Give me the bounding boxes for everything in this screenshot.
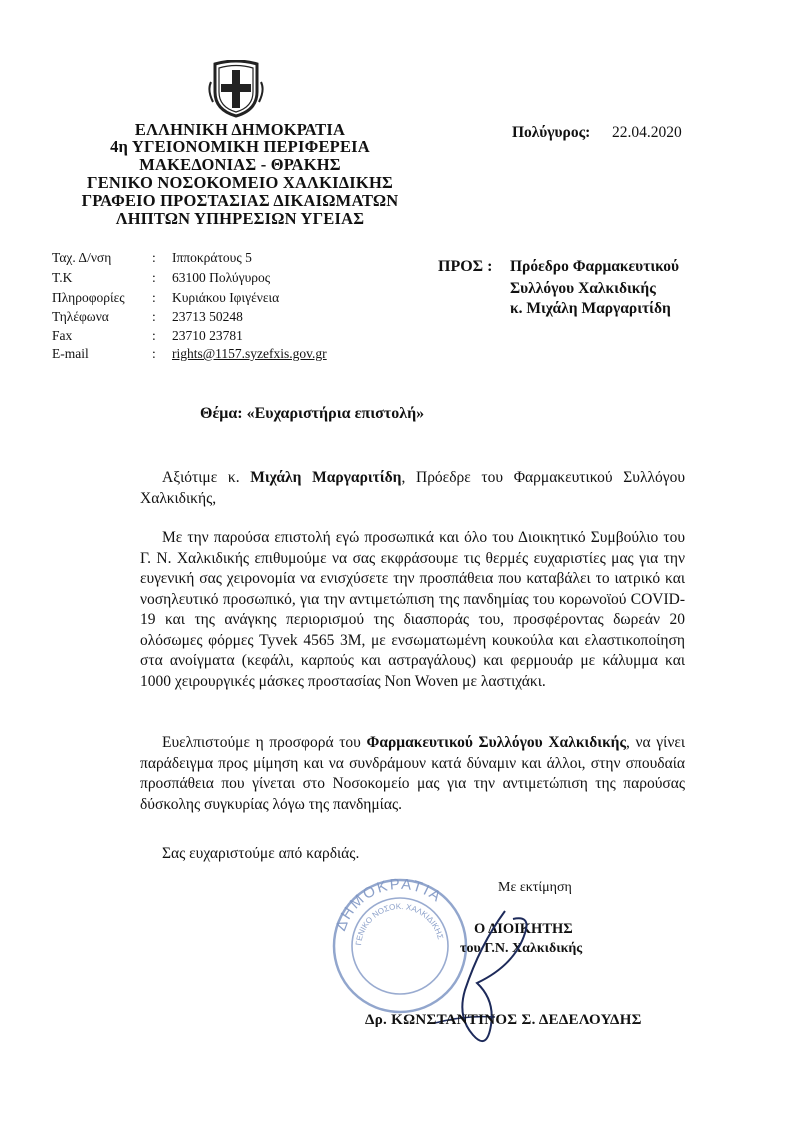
header-line-area: ΜΑΚΕΔΟΝΙΑΣ - ΘΡΑΚΗΣ [139,155,341,174]
subject: Θέμα: «Ευχαριστήρια επιστολή» [200,405,425,422]
contact-label: Fax [52,328,73,343]
contact-label: E-mail [52,346,89,361]
email-link[interactable]: rights@1157.syzefxis.gov.gr [172,346,327,361]
greeting-name: Μιχάλη Μαργαριτίδη [250,469,402,486]
contact-colon: : [152,250,156,265]
signer-organization: του Γ.Ν. Χαλκιδικής [460,941,583,956]
contact-colon: : [152,346,156,361]
paragraph-1: Με την παρούσα επιστολή εγώ προσωπικά και όλο του Διοικητικό Συμβούλιο του Γ. Ν. Χαλκιδικής επιθυμούμε να σας εκφράσουμε τις θερμές ευχαριστίες μας για την ευγενική σας χειρονομία να ενισχύσετε την προσπάθεια που καταβάλει το ιατρικό και νοσηλευτικό προσωπικό, για την αντιμετώπιση της πανδημίας του κορωνοϊού COVID-19 και της ανάγκης περιορισμού της διασποράς του, προσφέροντας δωρεάν 20 ολόσωμες φόρμες Tyvek 4565 3M, με ενσωματωμένη κουκούλα και ελαστικοποίηση στα ανοίγματα (κεφάλι, καρπούς και αστραγάλους) και φερμουάρ με κάλυμμα και 1000 χειρουργικές μάσκες προστασίας Non Woven με λαστιχάκι. [140,529,685,690]
paragraph-2-bold: Φαρμακευτικού Συλλόγου Χαλκιδικής [366,734,627,751]
stamp-inner-text: ΓΕΝΙΚΟ ΝΟΣΟΚ. ΧΑΛΚΙΔΙΚΗΣ [354,901,445,946]
thanks-line: Σας ευχαριστούμε από καρδιάς. [162,845,360,862]
header-line-office-cont: ΛΗΠΤΩΝ ΥΠΗΡΕΣΙΩΝ ΥΓΕΙΑΣ [115,209,365,228]
recipient-label: ΠΡΟΣ : [438,258,493,275]
contact-value: 23710 23781 [172,328,243,343]
recipient-line-3: κ. Μιχάλη Μαργαριτίδη [510,300,671,317]
contact-value: Κυριάκου Ιφιγένεια [172,290,280,305]
contact-colon: : [152,309,156,324]
contact-label: Πληροφορίες [52,290,125,305]
signer-name: Δρ. ΚΩΝΣΤΑΝΤΙΝΟΣ Σ. ΔΕΔΕΛΟΥΔΗΣ [365,1012,642,1028]
contact-value: 23713 50248 [172,309,243,324]
place-label: Πολύγυρος: [512,124,591,141]
paragraph-2-pre: Ευελπιστούμε η προσφορά του [162,734,367,751]
recipient-line-1: Πρόεδρο Φαρμακευτικού [510,258,680,275]
contact-value: Ιπποκράτους 5 [172,250,252,265]
contact-label: Ταχ. Δ/νση [52,250,112,265]
signer-title: Ο ΔΙΟΙΚΗΤΗΣ [474,921,573,937]
contact-colon: : [152,328,156,343]
contact-colon: : [152,270,156,285]
letter-date: 22.04.2020 [612,124,682,141]
greeting [140,468,685,509]
contact-label: Τηλέφωνα [52,309,109,324]
recipient-line-2: Συλλόγου Χαλκιδικής [510,280,656,297]
handwritten-signature-icon [395,905,575,1055]
regards: Με εκτίμηση [498,880,572,895]
greeting-pre: Αξιότιμε κ. [162,469,251,486]
greek-coat-of-arms-icon [207,60,265,118]
header-line-region: 4η ΥΓΕΙΟΝΟΜΙΚΗ ΠΕΡΙΦΕΡΕΙΑ [110,137,370,156]
contact-value: 63100 Πολύγυρος [172,270,271,285]
place-date [512,124,682,142]
paragraph-2-post: , να γίνει παράδειγμα προς μίμηση και να συνδράμουν κατά δύναμιν και άλλοι, στην σπουδαία προσπάθεια που γίνεται στο Νοσοκομείο μας για την αντιμετώπιση της παρούσας δύσκολης συγκυρίας λόγω της πανδημίας. [140,734,685,813]
paragraph-2 [140,733,685,815]
header-line-country: ΕΛΛΗΝΙΚΗ ΔΗΜΟΚΡΑΤΙΑ [134,120,346,139]
stamp-top-text: ΔΗΜΟΚΡΑΤΙΑ [332,875,446,934]
header-line-office: ΓΡΑΦΕΙΟ ΠΡΟΣΤΑΣΙΑΣ ΔΙΚΑΙΩΜΑΤΩΝ [81,191,399,210]
greeting-post: , Πρόεδρε του Φαρμακευτικού Συλλόγου Χαλκιδικής, [140,469,685,507]
contact-label: Τ.Κ [52,270,73,285]
contact-colon: : [152,290,156,305]
header-line-hospital: ΓΕΝΙΚΟ ΝΟΣΟΚΟΜΕΙΟ ΧΑΛΚΙΔΙΚΗΣ [87,173,393,192]
